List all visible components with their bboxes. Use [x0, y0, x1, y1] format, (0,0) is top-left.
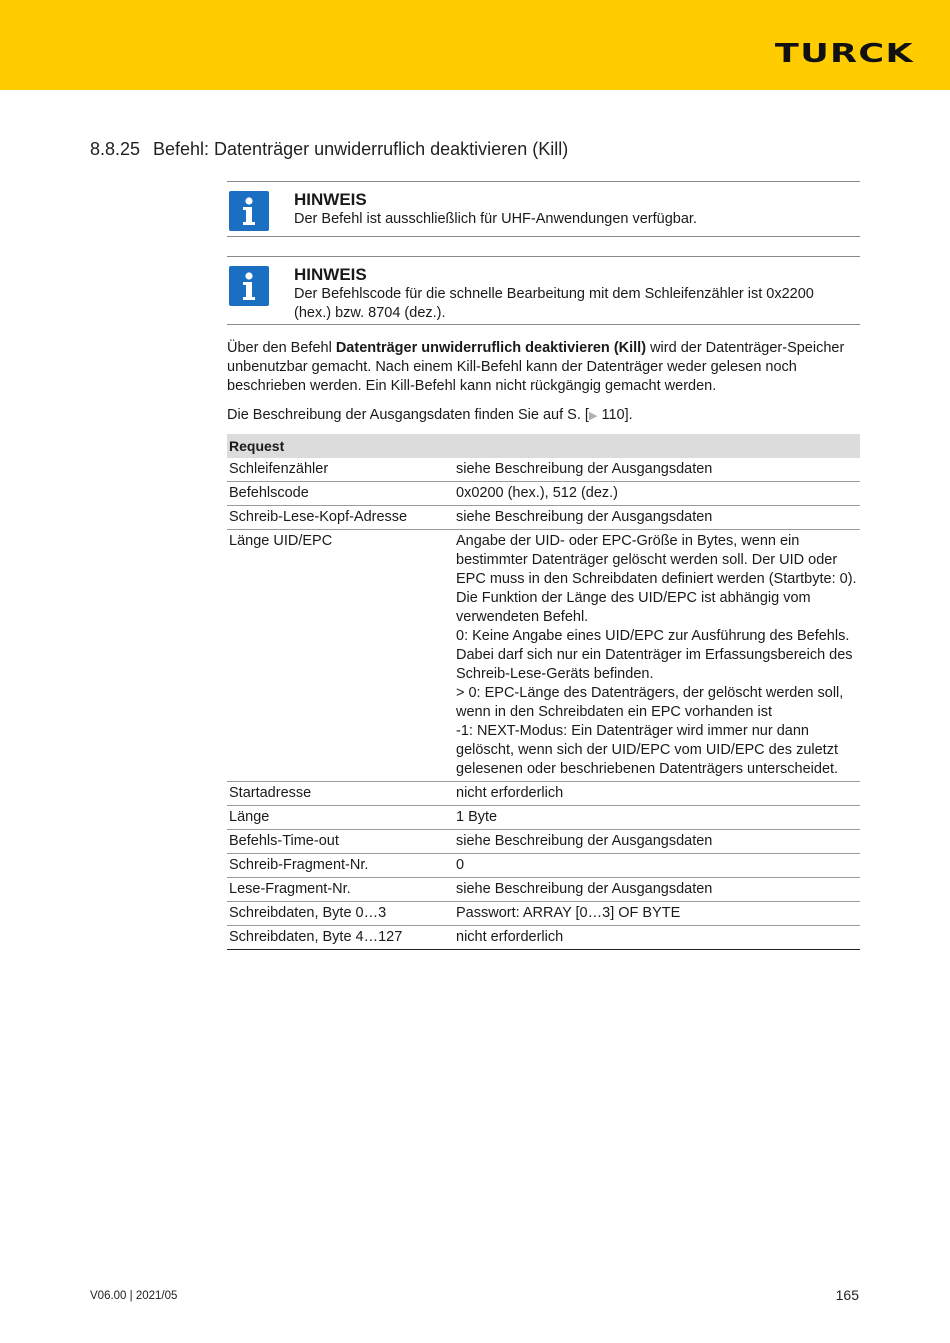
param-value-line: > 0: EPC-Länge des Datenträgers, der gelöscht werden soll, wenn in den Schreibdaten ein EPC vorhanden ist	[456, 685, 844, 720]
param-name: Startadresse	[227, 782, 454, 806]
table-row	[227, 458, 860, 482]
param-value-line: Angabe der UID- oder EPC-Größe in Bytes, wenn ein bestimmter Datenträger gelöscht werden soll. Der UID oder EPC muss in den Schreibdaten definiert werden (Startbyte: 0). Die Funktion der Länge des UID/EPC ist abhängig vom verwendeten Befehl.	[456, 533, 857, 625]
param-name: Länge	[227, 806, 454, 830]
reference-paragraph	[227, 406, 860, 426]
table-row	[227, 806, 860, 830]
page-link-arrow-icon: ▶	[588, 410, 598, 422]
param-name: Schleifenzähler	[227, 458, 454, 482]
param-name: Schreib-Fragment-Nr.	[227, 854, 454, 878]
param-value: Passwort: ARRAY [0…3] OF BYTE	[454, 902, 860, 926]
param-name: Länge UID/EPC	[227, 530, 454, 782]
table-row	[227, 926, 860, 950]
param-value: nicht erforderlich	[454, 782, 860, 806]
reference-text: Die Beschreibung der Ausgangsdaten finden Sie auf S. [	[227, 407, 589, 423]
intro-text-prefix: Über den Befehl	[227, 340, 336, 356]
reference-page-link[interactable]: 110	[601, 407, 625, 423]
param-value: 1 Byte	[454, 806, 860, 830]
request-table	[227, 434, 860, 950]
intro-text-suffix: wird der Datenträger-Speicher unbenutzbar gemacht. Nach einem Kill-Befehl kann der Datenträger weder gelesen noch beschrieben werden. Ein Kill-Befehl kann nicht rückgängig gemacht werden.	[227, 340, 845, 394]
info-icon	[229, 191, 269, 231]
param-value-line: 0: Keine Angabe eines UID/EPC zur Ausführung des Befehls. Dabei darf sich nur ein Datenträger im Erfassungsbereich des Schreib-Lese-Geräts befinden.	[456, 628, 853, 682]
reference-text-suffix: ].	[624, 407, 633, 423]
table-row	[227, 902, 860, 926]
section-title: Befehl: Datenträger unwiderruflich deaktivieren (Kill)	[153, 139, 569, 159]
note-text: Der Befehlscode für die schnelle Bearbeitung mit dem Schleifenzähler ist 0x2200 (hex.) bzw. 8704 (dez.).	[294, 286, 814, 321]
info-icon	[229, 266, 269, 306]
section-number: 8.8.25	[90, 139, 141, 159]
param-value-line: -1: NEXT-Modus: Ein Datenträger wird immer nur dann gelöscht, wenn sich der UID/EPC vom UID/EPC des zuletzt gelesenen oder beschriebenen Datenträgers unterscheidet.	[456, 723, 839, 777]
table-header: Request	[227, 434, 860, 458]
note-text: Der Befehl ist ausschließlich für UHF-Anwendungen verfügbar.	[294, 211, 697, 227]
header-band	[0, 0, 950, 90]
table-row	[227, 854, 860, 878]
note-box-2	[227, 256, 860, 325]
param-value: siehe Beschreibung der Ausgangsdaten	[454, 830, 860, 854]
intro-text-bold: Datenträger unwiderruflich deaktivieren (Kill)	[335, 340, 647, 356]
intro-paragraph	[227, 339, 860, 396]
note-heading: HINWEIS	[294, 190, 367, 209]
param-name: Lese-Fragment-Nr.	[227, 878, 454, 902]
table-row	[227, 530, 860, 782]
table-row	[227, 830, 860, 854]
footer-version: V06.00 | 2021/05	[90, 1290, 178, 1302]
table-row	[227, 878, 860, 902]
param-value: 0	[454, 854, 860, 878]
param-value	[454, 530, 860, 782]
param-name: Schreib-Lese-Kopf-Adresse	[227, 506, 454, 530]
turck-logo: TURCK	[774, 39, 914, 69]
param-value: siehe Beschreibung der Ausgangsdaten	[454, 506, 860, 530]
param-value: siehe Beschreibung der Ausgangsdaten	[454, 458, 860, 482]
table-row	[227, 482, 860, 506]
note-heading: HINWEIS	[294, 265, 367, 284]
param-name: Schreibdaten, Byte 4…127	[227, 926, 454, 950]
page-number: 165	[835, 1287, 859, 1303]
param-name: Befehlscode	[227, 482, 454, 506]
param-value: nicht erforderlich	[454, 926, 860, 950]
param-value: siehe Beschreibung der Ausgangsdaten	[454, 878, 860, 902]
param-name: Schreibdaten, Byte 0…3	[227, 902, 454, 926]
note-box-1	[227, 181, 860, 237]
section-heading	[90, 139, 568, 160]
param-value: 0x0200 (hex.), 512 (dez.)	[454, 482, 860, 506]
table-row	[227, 782, 860, 806]
table-row	[227, 506, 860, 530]
param-name: Befehls-Time-out	[227, 830, 454, 854]
